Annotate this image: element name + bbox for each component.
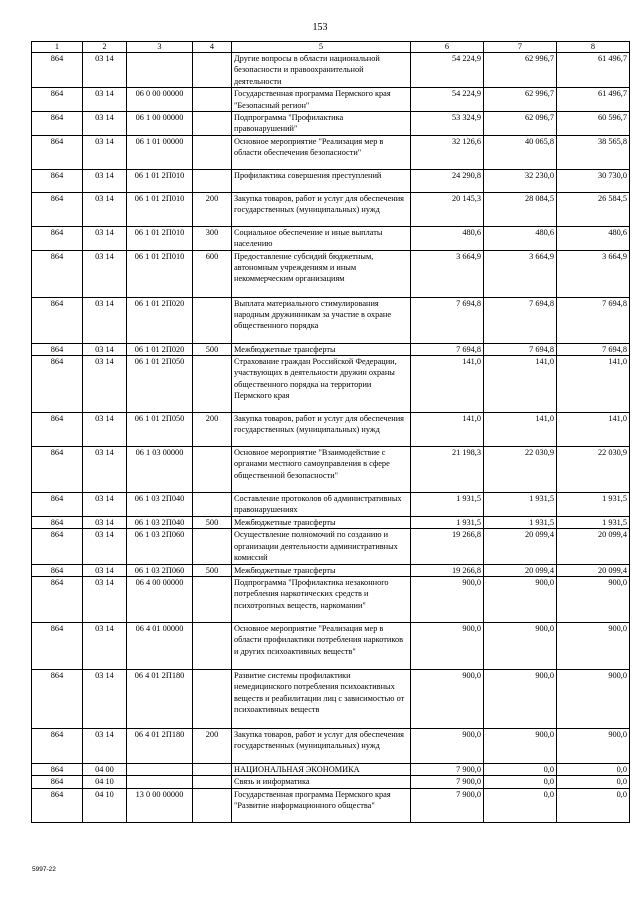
cell-target-article: 06 1 01 2П020	[127, 343, 193, 355]
cell-section: 03 14	[83, 88, 127, 112]
cell-amount-col8: 20 099,4	[557, 564, 630, 576]
column-header: 6	[411, 42, 484, 53]
cell-amount-col8: 60 596,7	[557, 112, 630, 136]
column-number-header	[32, 42, 630, 53]
cell-target-article: 06 1 03 2П060	[127, 564, 193, 576]
cell-amount-col7: 141,0	[484, 356, 557, 413]
cell-amount-col8: 900,0	[557, 728, 630, 763]
cell-name: Социальное обеспечение и иные выплаты населению	[232, 226, 411, 250]
cell-target-article: 06 1 03 2П040	[127, 516, 193, 528]
cell-amount-col7: 0,0	[484, 763, 557, 775]
cell-amount-col6: 480,6	[411, 226, 484, 250]
cell-target-article: 06 0 00 00000	[127, 88, 193, 112]
cell-amount-col8: 1 931,5	[557, 493, 630, 517]
cell-target-article: 06 1 03 00000	[127, 447, 193, 493]
cell-name: Межбюджетные трансферты	[232, 343, 411, 355]
cell-expense-type	[193, 529, 232, 564]
table-row	[32, 516, 630, 528]
cell-amount-col6: 53 324,9	[411, 112, 484, 136]
cell-name: Основное мероприятие "Реализация мер в области профилактики потребления наркотиков и других психоактивных веществ"	[232, 622, 411, 669]
table-row	[32, 763, 630, 775]
cell-amount-col8: 22 030,9	[557, 447, 630, 493]
cell-expense-type	[193, 53, 232, 88]
cell-amount-col7: 141,0	[484, 413, 557, 447]
cell-amount-col7: 7 694,8	[484, 297, 557, 343]
cell-expense-type	[193, 669, 232, 728]
cell-section: 03 14	[83, 516, 127, 528]
cell-expense-type	[193, 135, 232, 169]
table-row	[32, 356, 630, 413]
column-header: 7	[484, 42, 557, 53]
cell-admin-code: 864	[32, 447, 83, 493]
cell-amount-col8: 900,0	[557, 669, 630, 728]
cell-section: 03 14	[83, 728, 127, 763]
cell-name: Межбюджетные трансферты	[232, 516, 411, 528]
cell-section: 03 14	[83, 53, 127, 88]
table-row	[32, 529, 630, 564]
cell-amount-col8: 141,0	[557, 356, 630, 413]
cell-amount-col6: 900,0	[411, 728, 484, 763]
cell-amount-col6: 141,0	[411, 413, 484, 447]
cell-amount-col6: 7 900,0	[411, 788, 484, 822]
cell-amount-col8: 26 584,5	[557, 192, 630, 226]
cell-amount-col8: 0,0	[557, 776, 630, 788]
cell-amount-col8: 30 730,0	[557, 169, 630, 192]
cell-expense-type: 200	[193, 192, 232, 226]
cell-amount-col6: 54 224,9	[411, 88, 484, 112]
cell-admin-code: 864	[32, 343, 83, 355]
table-row	[32, 669, 630, 728]
cell-expense-type: 500	[193, 343, 232, 355]
table-row	[32, 622, 630, 669]
cell-name: Составление протоколов об административных правонарушениях	[232, 493, 411, 517]
cell-amount-col7: 900,0	[484, 728, 557, 763]
cell-admin-code: 864	[32, 493, 83, 517]
cell-admin-code: 864	[32, 356, 83, 413]
cell-amount-col6: 900,0	[411, 669, 484, 728]
cell-amount-col6: 1 931,5	[411, 493, 484, 517]
table-row	[32, 447, 630, 493]
cell-amount-col7: 1 931,5	[484, 493, 557, 517]
cell-amount-col6: 7 900,0	[411, 776, 484, 788]
table-row	[32, 53, 630, 88]
cell-amount-col8: 900,0	[557, 622, 630, 669]
table-row	[32, 564, 630, 576]
cell-amount-col8: 20 099,4	[557, 529, 630, 564]
cell-admin-code: 864	[32, 669, 83, 728]
cell-expense-type	[193, 169, 232, 192]
cell-target-article: 06 1 01 2П010	[127, 169, 193, 192]
cell-amount-col6: 54 224,9	[411, 53, 484, 88]
cell-name: Закупка товаров, работ и услуг для обеспечения государственных (муниципальных) нужд	[232, 192, 411, 226]
cell-amount-col8: 141,0	[557, 413, 630, 447]
cell-amount-col8: 61 496,7	[557, 53, 630, 88]
cell-target-article: 06 4 01 2П180	[127, 669, 193, 728]
cell-amount-col8: 61 496,7	[557, 88, 630, 112]
cell-name: Закупка товаров, работ и услуг для обеспечения государственных (муниципальных) нужд	[232, 413, 411, 447]
cell-name: Закупка товаров, работ и услуг для обеспечения государственных (муниципальных) нужд	[232, 728, 411, 763]
column-header: 2	[83, 42, 127, 53]
cell-admin-code: 864	[32, 250, 83, 297]
cell-expense-type	[193, 576, 232, 622]
cell-amount-col7: 20 099,4	[484, 564, 557, 576]
cell-target-article: 06 1 01 2П050	[127, 356, 193, 413]
cell-section: 03 14	[83, 169, 127, 192]
cell-target-article	[127, 776, 193, 788]
cell-admin-code: 864	[32, 135, 83, 169]
cell-expense-type: 300	[193, 226, 232, 250]
cell-name: Основное мероприятие "Взаимодействие с органами местного самоуправления в сфере общественной безопасности"	[232, 447, 411, 493]
table-row	[32, 169, 630, 192]
cell-target-article: 13 0 00 00000	[127, 788, 193, 822]
cell-amount-col6: 19 266,8	[411, 564, 484, 576]
cell-admin-code: 864	[32, 564, 83, 576]
cell-amount-col7: 1 931,5	[484, 516, 557, 528]
table-row	[32, 250, 630, 297]
column-header: 3	[127, 42, 193, 53]
cell-amount-col6: 3 664,9	[411, 250, 484, 297]
cell-expense-type	[193, 297, 232, 343]
cell-amount-col8: 0,0	[557, 788, 630, 822]
cell-expense-type	[193, 622, 232, 669]
table-row	[32, 192, 630, 226]
cell-amount-col7: 22 030,9	[484, 447, 557, 493]
cell-name: Предоставление субсидий бюджетным, автономным учреждениям и иным некоммерческим организациям	[232, 250, 411, 297]
cell-expense-type	[193, 447, 232, 493]
cell-amount-col7: 900,0	[484, 669, 557, 728]
footer-code: 5997-22	[32, 866, 56, 873]
cell-name: Подпрограмма "Профилактика правонарушений"	[232, 112, 411, 136]
cell-admin-code: 864	[32, 788, 83, 822]
cell-amount-col7: 480,6	[484, 226, 557, 250]
cell-section: 04 10	[83, 776, 127, 788]
cell-amount-col6: 7 694,8	[411, 297, 484, 343]
cell-name: Страхование граждан Российской Федерации, участвующих в деятельности дружин охраны общественного порядка на территории Пермского края	[232, 356, 411, 413]
cell-amount-col7: 0,0	[484, 788, 557, 822]
cell-expense-type	[193, 112, 232, 136]
cell-admin-code: 864	[32, 169, 83, 192]
table-row	[32, 297, 630, 343]
cell-name: Другие вопросы в области национальной безопасности и правоохранительной деятельности	[232, 53, 411, 88]
table-row	[32, 226, 630, 250]
cell-amount-col7: 0,0	[484, 776, 557, 788]
cell-section: 04 10	[83, 788, 127, 822]
cell-section: 03 14	[83, 564, 127, 576]
cell-section: 03 14	[83, 529, 127, 564]
cell-amount-col7: 3 664,9	[484, 250, 557, 297]
cell-expense-type: 600	[193, 250, 232, 297]
cell-expense-type	[193, 776, 232, 788]
cell-section: 03 14	[83, 343, 127, 355]
column-header: 5	[232, 42, 411, 53]
table-row	[32, 135, 630, 169]
cell-section: 03 14	[83, 226, 127, 250]
cell-amount-col7: 62 996,7	[484, 88, 557, 112]
cell-name: Государственная программа Пермского края "Развитие информационного общества"	[232, 788, 411, 822]
cell-target-article: 06 1 01 2П020	[127, 297, 193, 343]
cell-admin-code: 864	[32, 763, 83, 775]
cell-amount-col6: 19 266,8	[411, 529, 484, 564]
cell-amount-col6: 1 931,5	[411, 516, 484, 528]
cell-admin-code: 864	[32, 226, 83, 250]
cell-admin-code: 864	[32, 728, 83, 763]
cell-target-article: 06 1 03 2П060	[127, 529, 193, 564]
cell-name: Государственная программа Пермского края "Безопасный регион"	[232, 88, 411, 112]
cell-name: Выплата материального стимулирования народным дружинникам за участие в охране общественного порядка	[232, 297, 411, 343]
table-row	[32, 776, 630, 788]
table-row	[32, 576, 630, 622]
table-row	[32, 493, 630, 517]
cell-amount-col7: 7 694,8	[484, 343, 557, 355]
cell-amount-col6: 21 198,3	[411, 447, 484, 493]
budget-table	[31, 41, 630, 823]
cell-name: НАЦИОНАЛЬНАЯ ЭКОНОМИКА	[232, 763, 411, 775]
cell-target-article: 06 1 01 2П050	[127, 413, 193, 447]
cell-amount-col8: 480,6	[557, 226, 630, 250]
cell-expense-type: 500	[193, 516, 232, 528]
cell-amount-col6: 900,0	[411, 576, 484, 622]
cell-section: 03 14	[83, 493, 127, 517]
column-header: 8	[557, 42, 630, 53]
cell-target-article: 06 4 00 00000	[127, 576, 193, 622]
cell-section: 04 00	[83, 763, 127, 775]
cell-section: 03 14	[83, 192, 127, 226]
cell-section: 03 14	[83, 447, 127, 493]
cell-section: 03 14	[83, 356, 127, 413]
cell-amount-col7: 40 065,8	[484, 135, 557, 169]
cell-section: 03 14	[83, 669, 127, 728]
table-row	[32, 343, 630, 355]
cell-target-article	[127, 763, 193, 775]
cell-target-article: 06 1 01 2П010	[127, 226, 193, 250]
cell-amount-col6: 7 900,0	[411, 763, 484, 775]
cell-admin-code: 864	[32, 88, 83, 112]
cell-section: 03 14	[83, 576, 127, 622]
cell-admin-code: 864	[32, 622, 83, 669]
cell-section: 03 14	[83, 413, 127, 447]
cell-amount-col6: 32 126,6	[411, 135, 484, 169]
cell-expense-type	[193, 356, 232, 413]
cell-name: Межбюджетные трансферты	[232, 564, 411, 576]
cell-admin-code: 864	[32, 297, 83, 343]
cell-target-article	[127, 53, 193, 88]
table-row	[32, 88, 630, 112]
cell-expense-type: 200	[193, 728, 232, 763]
cell-section: 03 14	[83, 250, 127, 297]
cell-amount-col8: 900,0	[557, 576, 630, 622]
cell-target-article: 06 1 01 00000	[127, 135, 193, 169]
cell-amount-col6: 900,0	[411, 622, 484, 669]
cell-section: 03 14	[83, 112, 127, 136]
cell-amount-col7: 32 230,0	[484, 169, 557, 192]
cell-expense-type	[193, 88, 232, 112]
cell-amount-col8: 7 694,8	[557, 297, 630, 343]
cell-admin-code: 864	[32, 53, 83, 88]
cell-amount-col7: 900,0	[484, 622, 557, 669]
cell-expense-type	[193, 763, 232, 775]
cell-admin-code: 864	[32, 413, 83, 447]
cell-name: Подпрограмма "Профилактика незаконного потребления наркотических средств и психотропных веществ, наркомании"	[232, 576, 411, 622]
cell-target-article: 06 4 01 2П180	[127, 728, 193, 763]
cell-amount-col7: 28 084,5	[484, 192, 557, 226]
cell-name: Развитие системы профилактики немедицинского потребления психоактивных веществ и реабилитации лиц с зависимостью от психоактивных веществ	[232, 669, 411, 728]
cell-section: 03 14	[83, 297, 127, 343]
cell-amount-col8: 0,0	[557, 763, 630, 775]
cell-name: Связь и информатика	[232, 776, 411, 788]
cell-name: Профилактика совершения преступлений	[232, 169, 411, 192]
cell-amount-col8: 7 694,8	[557, 343, 630, 355]
cell-target-article: 06 1 03 2П040	[127, 493, 193, 517]
cell-admin-code: 864	[32, 776, 83, 788]
cell-amount-col6: 20 145,3	[411, 192, 484, 226]
table-row	[32, 413, 630, 447]
cell-expense-type: 200	[193, 413, 232, 447]
cell-amount-col7: 900,0	[484, 576, 557, 622]
cell-amount-col8: 1 931,5	[557, 516, 630, 528]
cell-expense-type: 500	[193, 564, 232, 576]
cell-name: Основное мероприятие "Реализация мер в области обеспечения безопасности"	[232, 135, 411, 169]
cell-admin-code: 864	[32, 516, 83, 528]
cell-admin-code: 864	[32, 576, 83, 622]
cell-amount-col6: 7 694,8	[411, 343, 484, 355]
cell-target-article: 06 1 01 2П010	[127, 250, 193, 297]
cell-target-article: 06 1 01 2П010	[127, 192, 193, 226]
table-row	[32, 728, 630, 763]
cell-admin-code: 864	[32, 192, 83, 226]
cell-amount-col6: 24 290,8	[411, 169, 484, 192]
cell-expense-type	[193, 788, 232, 822]
cell-name: Осуществление полномочий по созданию и организации деятельности административных комиссий	[232, 529, 411, 564]
cell-section: 03 14	[83, 135, 127, 169]
cell-amount-col7: 62 996,7	[484, 53, 557, 88]
table-row	[32, 112, 630, 136]
table-row	[32, 788, 630, 822]
cell-amount-col7: 20 099,4	[484, 529, 557, 564]
cell-admin-code: 864	[32, 112, 83, 136]
cell-section: 03 14	[83, 622, 127, 669]
page-number: 153	[312, 22, 328, 33]
cell-amount-col8: 38 565,8	[557, 135, 630, 169]
cell-amount-col8: 3 664,9	[557, 250, 630, 297]
cell-target-article: 06 4 01 00000	[127, 622, 193, 669]
cell-amount-col7: 62 096,7	[484, 112, 557, 136]
cell-admin-code: 864	[32, 529, 83, 564]
column-header: 1	[32, 42, 83, 53]
cell-amount-col6: 141,0	[411, 356, 484, 413]
cell-expense-type	[193, 493, 232, 517]
cell-target-article: 06 1 00 00000	[127, 112, 193, 136]
column-header: 4	[193, 42, 232, 53]
